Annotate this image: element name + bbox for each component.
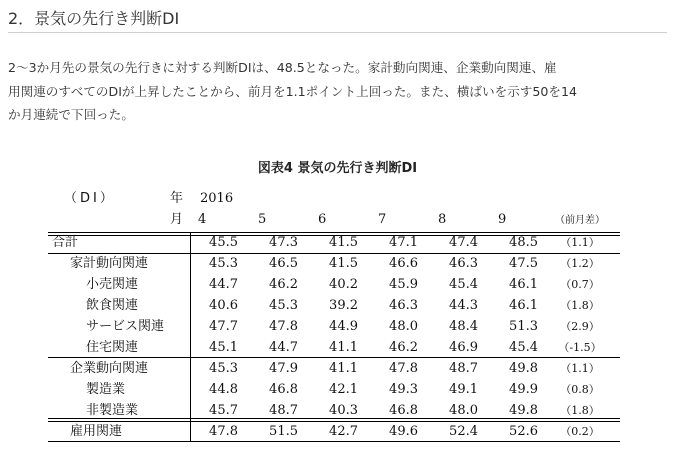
value-cell: 42.7 (329, 424, 358, 439)
value-cell: 52.6 (509, 424, 538, 439)
value-cell: 45.3 (269, 298, 298, 313)
diff-cell: （1.1） (560, 362, 600, 375)
diff-cell: （0.2） (560, 425, 600, 438)
year-value: 2016 (200, 191, 234, 206)
value-cell: 46.6 (389, 256, 418, 271)
value-cell: 48.5 (509, 235, 538, 250)
row-label: 家計動向関連 (70, 256, 149, 271)
value-cell: 44.8 (209, 382, 238, 397)
value-cell: 49.8 (509, 403, 538, 418)
value-cell: 46.2 (389, 340, 418, 355)
value-cell: 49.3 (389, 382, 418, 397)
value-cell: 46.8 (269, 382, 298, 397)
paragraph-line-3: か月連続で下回った。 (8, 107, 134, 122)
paragraph-line-2: 用関連のすべてのDIが上昇したことから、前月を1.1ポイント上回った。また、横ばいを示す50を14 (8, 83, 577, 99)
value-cell: 48.0 (389, 319, 418, 334)
value-cell: 40.3 (329, 403, 358, 418)
value-cell: 46.5 (269, 256, 298, 271)
diff-cell: （1.8） (560, 404, 600, 417)
diff-cell: （0.7） (560, 278, 600, 291)
month-header: 4 (198, 212, 207, 227)
value-cell: 45.9 (389, 277, 418, 292)
value-cell: 49.1 (449, 382, 478, 397)
month-header: 9 (498, 212, 507, 227)
value-cell: 47.8 (389, 361, 418, 376)
row-label: 住宅関連 (86, 340, 139, 355)
row-label: 製造業 (86, 382, 126, 397)
value-cell: 45.3 (209, 256, 238, 271)
value-cell: 52.4 (449, 424, 478, 439)
value-cell: 49.8 (509, 361, 538, 376)
value-cell: 46.2 (269, 277, 298, 292)
month-label: 月 (170, 212, 184, 227)
row-label: 雇用関連 (70, 424, 123, 439)
value-cell: 46.9 (449, 340, 478, 355)
value-cell: 51.3 (509, 319, 538, 334)
value-cell: 47.3 (269, 235, 298, 250)
year-label: 年 (170, 191, 184, 206)
value-cell: 48.4 (449, 319, 478, 334)
row-label: サービス関連 (86, 319, 165, 334)
value-cell: 45.1 (209, 340, 238, 355)
value-cell: 41.5 (329, 235, 358, 250)
value-cell: 47.4 (449, 235, 478, 250)
value-cell: 51.5 (269, 424, 298, 439)
value-cell: 49.9 (509, 382, 538, 397)
value-cell: 46.1 (509, 298, 538, 313)
value-cell: 39.2 (329, 298, 358, 313)
value-cell: 46.1 (509, 277, 538, 292)
value-cell: 40.6 (209, 298, 238, 313)
value-cell: 44.9 (329, 319, 358, 334)
value-cell: 48.0 (449, 403, 478, 418)
value-cell: 41.5 (329, 256, 358, 271)
value-cell: 46.3 (389, 298, 418, 313)
value-cell: 47.1 (389, 235, 418, 250)
row-label: 飲食関連 (86, 298, 139, 313)
value-cell: 47.5 (509, 256, 538, 271)
month-header: 5 (258, 212, 267, 227)
value-cell: 46.3 (449, 256, 478, 271)
row-label: 小売関連 (86, 277, 139, 292)
value-cell: 45.5 (209, 235, 238, 250)
value-cell: 48.7 (269, 403, 298, 418)
value-cell: 45.7 (209, 403, 238, 418)
month-header: 8 (438, 212, 447, 227)
value-cell: 46.8 (389, 403, 418, 418)
value-cell: 44.7 (269, 340, 298, 355)
row-label: 企業動向関連 (70, 361, 149, 376)
figure-caption: 図表4 景気の先行き判断DI (257, 161, 418, 176)
value-cell: 40.2 (329, 277, 358, 292)
diff-cell: （1.2） (560, 257, 600, 270)
value-cell: 47.8 (269, 319, 298, 334)
value-cell: 42.1 (329, 382, 358, 397)
value-cell: 45.3 (209, 361, 238, 376)
value-cell: 44.7 (209, 277, 238, 292)
row-label: 合計 (52, 235, 79, 250)
diff-cell: （2.9） (560, 320, 600, 333)
diff-cell: （0.8） (560, 383, 600, 396)
month-header: 6 (318, 212, 327, 227)
value-cell: 49.6 (389, 424, 418, 439)
diff-header: （前月差） (555, 215, 605, 226)
value-cell: 45.4 (449, 277, 478, 292)
value-cell: 41.1 (329, 361, 358, 376)
diff-cell: （-1.5） (558, 341, 602, 354)
section-title: 2．景気の先行き判断DI (8, 6, 667, 33)
value-cell: 45.4 (509, 340, 538, 355)
row-label: 非製造業 (86, 403, 139, 418)
month-header: 7 (378, 212, 387, 227)
diff-cell: （1.8） (560, 299, 600, 312)
value-cell: 47.8 (209, 424, 238, 439)
unit-label: （DI） (64, 191, 116, 206)
value-cell: 48.7 (449, 361, 478, 376)
value-cell: 44.3 (449, 298, 478, 313)
value-cell: 41.1 (329, 340, 358, 355)
paragraph-line-1: 2～3か月先の景気の先行きに対する判断DIは、48.5となった。家計動向関連、企業動向関連、雇 (8, 60, 557, 75)
value-cell: 47.9 (269, 361, 298, 376)
diff-cell: （1.1） (560, 236, 600, 249)
value-cell: 47.7 (209, 319, 238, 334)
